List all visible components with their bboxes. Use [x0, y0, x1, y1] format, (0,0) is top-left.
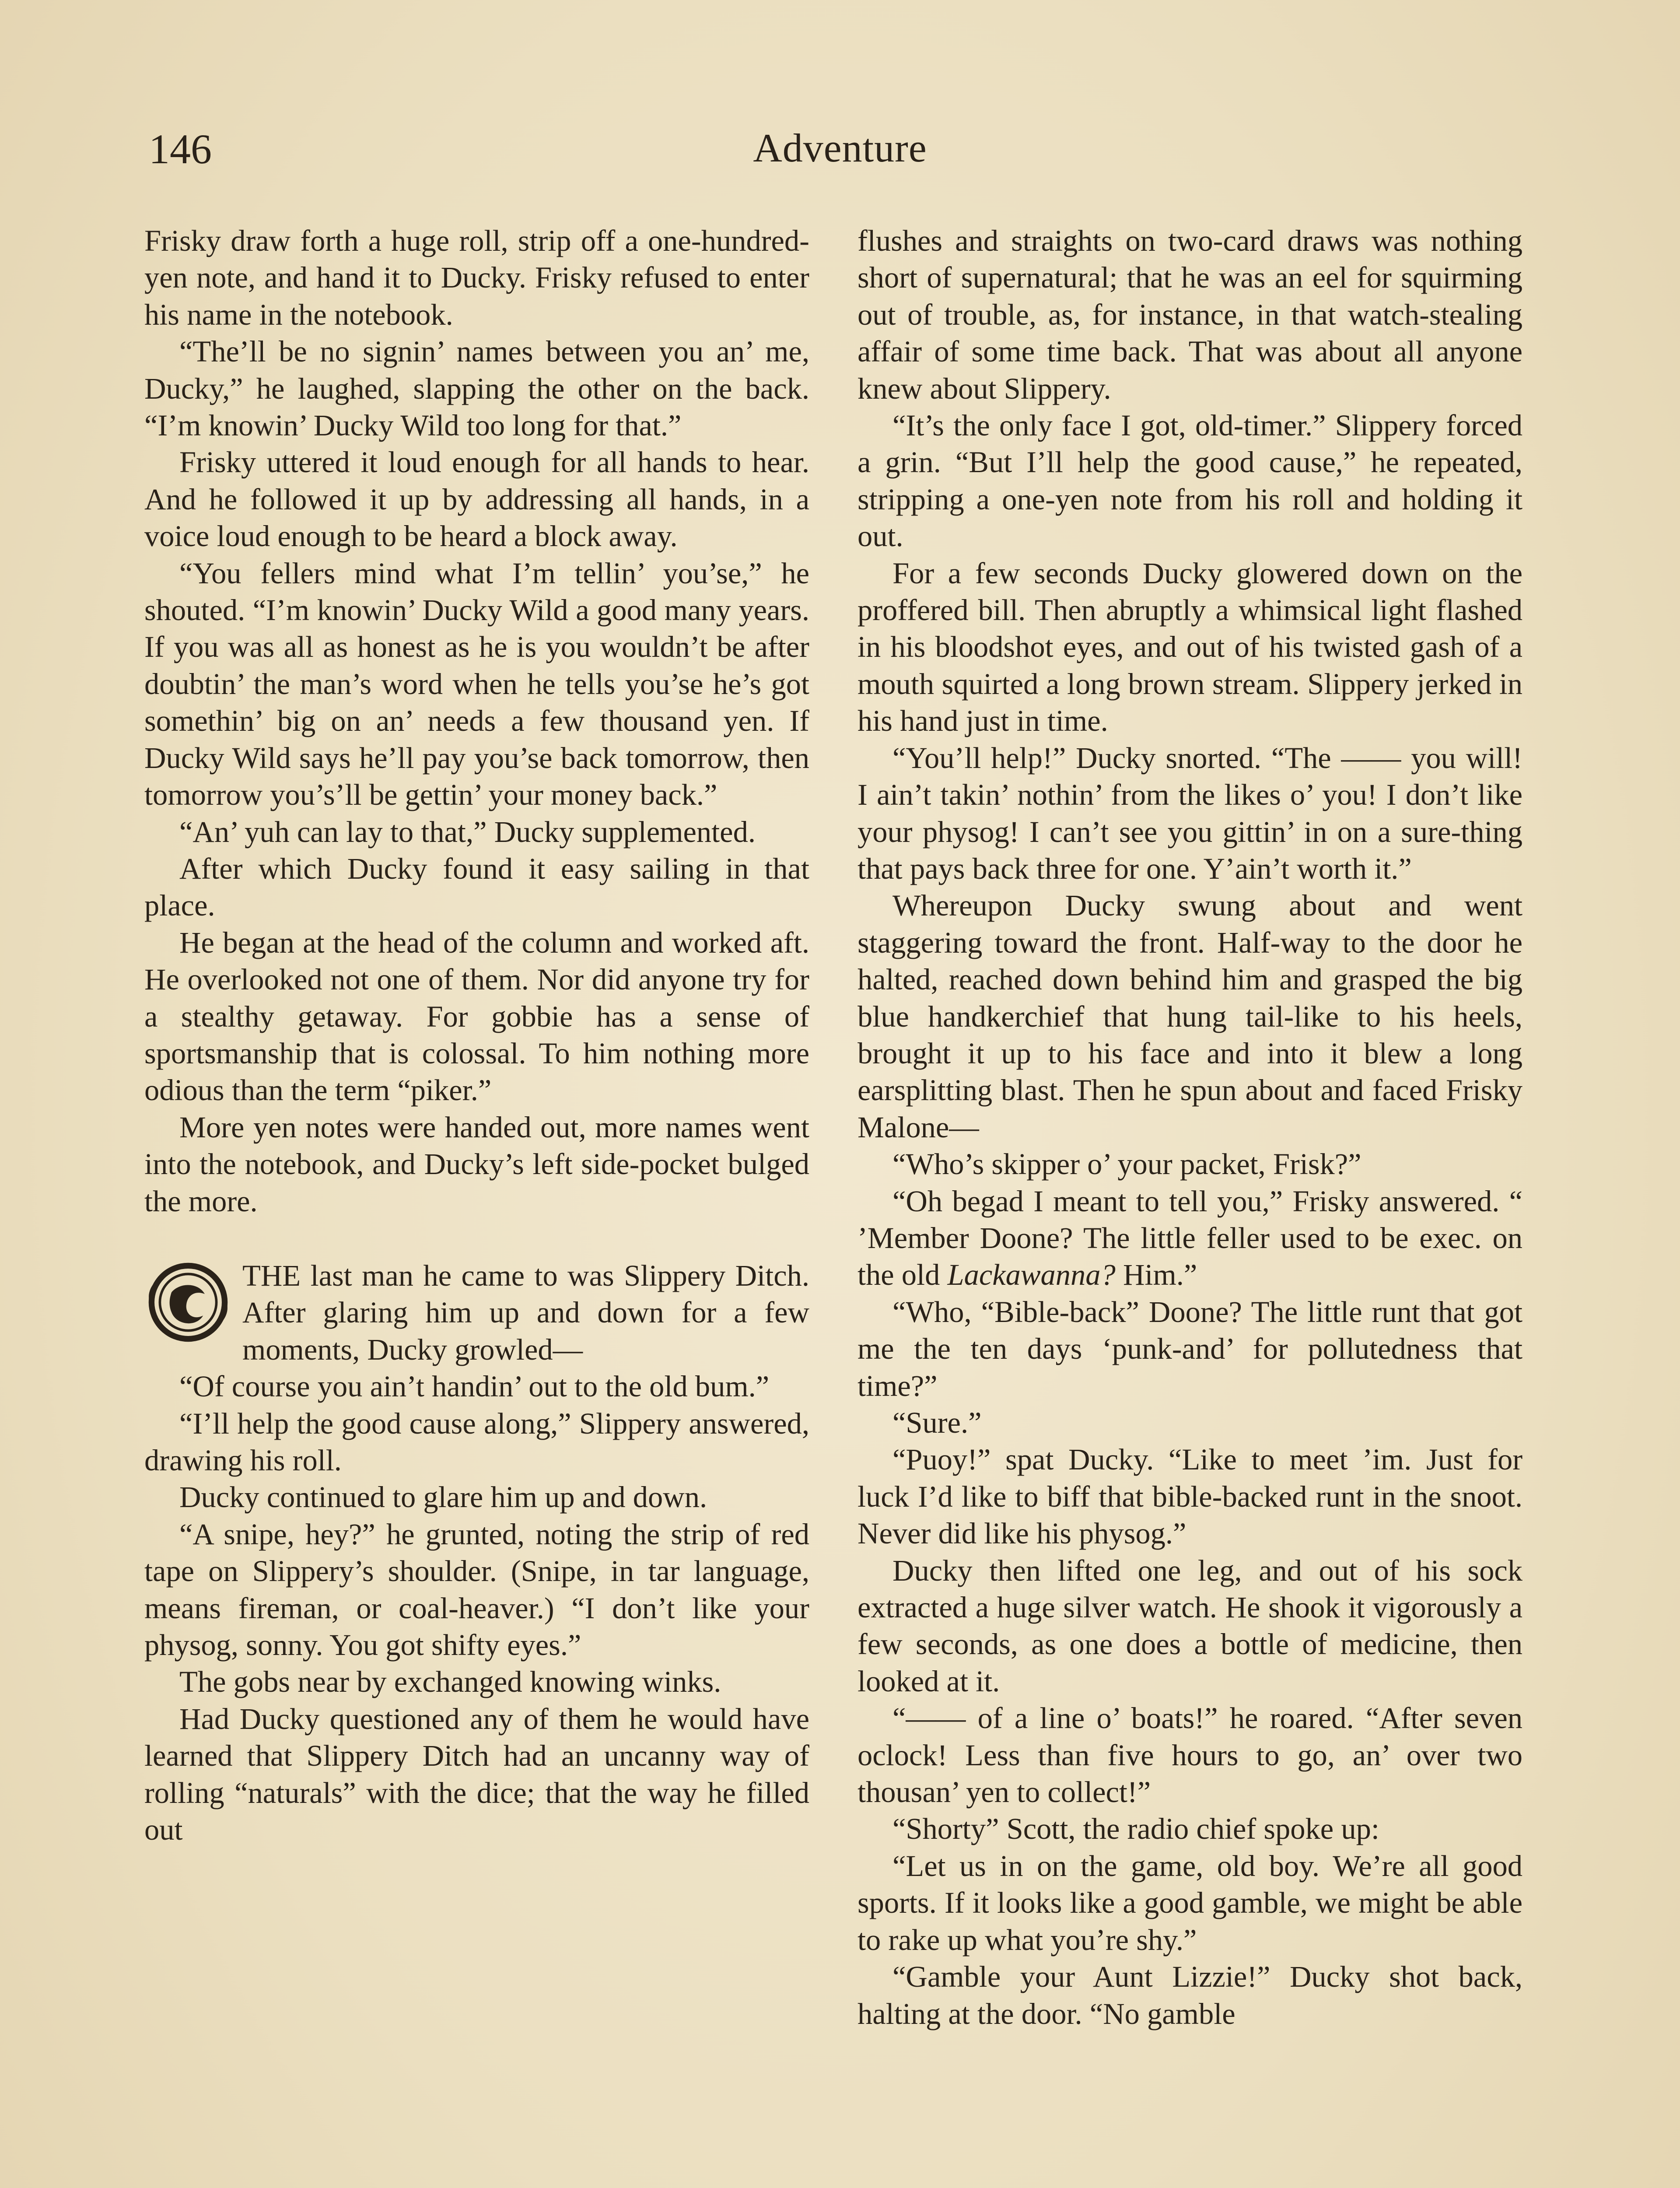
section-two-paragraphs	[144, 1368, 809, 1848]
paragraph-text: Whereupon Ducky swung about and went staggering toward the front. Half-way to the door he halted, reached down behind him and grasped the big blue handkerchief that hung tail-like to his heels, brought it up to his face and into it blew a long earsplitting blast. Then he spun about and faced Frisky Malone—	[858, 889, 1522, 1144]
paragraph-text: Frisky uttered it loud enough for all hands to hear. And he followed it up by addressing all hands, in a voice loud enough to be heard a block away.	[144, 445, 809, 553]
paragraph-text: He began at the head of the column and worked aft. He overlooked not one of them. Nor did anyone try for a stealthy getaway. For gobbie has a sense of sportsmanship that is colossal. To him nothing more odious than the term “piker.”	[144, 926, 809, 1107]
paragraph-text: “You’ll help!” Ducky snorted. “The —— you will! I ain’t takin’ nothin’ from the likes o’ you! I don’t like your physog! I can’t see you gittin’ in on a sure-thing that pays back three for one. Y’ain’t worth it.”	[858, 741, 1522, 885]
paragraph	[144, 333, 809, 444]
paragraph-text: “Let us in on the game, old boy. We’re all good sports. If it looks like a good gamble, we might be able to rake up what you’re shy.”	[858, 1849, 1522, 1957]
right-column-paragraphs	[858, 222, 1522, 2032]
paragraph-text: For a few seconds Ducky glowered down on the proffered bill. Then abruptly a whimsical light flashed in his bloodshot eyes, and out of his twisted gash of a mouth squirted a long brown stream. Slippery jerked in his hand just in time.	[858, 556, 1522, 738]
section-opening-paragraph	[144, 1257, 809, 1368]
paragraph-text: Him.”	[1115, 1258, 1197, 1292]
paragraph-text: “An’ yuh can lay to that,” Ducky supplemented.	[179, 815, 756, 849]
paragraph-text: The gobs near by exchanged knowing winks.	[179, 1665, 721, 1699]
paragraph	[144, 1368, 809, 1405]
paragraph-text: flushes and straights on two-card draws was nothing short of supernatural; that he was an eel for squirming out of trouble, as, for instance, in that watch-stealing affair of some time back. That was about all anyone knew about Slippery.	[858, 224, 1522, 405]
paragraph	[144, 924, 809, 1109]
paragraph-text: Ducky continued to glare him up and down.	[179, 1480, 707, 1514]
paragraph-text: “A snipe, hey?” he grunted, noting the strip of red tape on Slippery’s shoulder. (Snipe, in tar language, means fireman, or coal-heaver.) “I don’t like your physog, sonny. You got shifty eyes.”	[144, 1517, 809, 1662]
paragraph	[858, 1183, 1522, 1294]
paragraph	[858, 1552, 1522, 1700]
page-number: 146	[149, 126, 212, 172]
paragraph	[858, 222, 1522, 407]
paragraph	[144, 1663, 809, 1700]
paragraph	[858, 1958, 1522, 2032]
paragraph	[858, 1848, 1522, 1958]
paragraph-text: “Who’s skipper o’ your packet, Frisk?”	[892, 1147, 1362, 1181]
paragraph	[144, 555, 809, 813]
paragraph	[144, 1701, 809, 1848]
paragraph	[858, 1700, 1522, 1810]
paragraph-text: More yen notes were handed out, more names went into the notebook, and Ducky’s left side-pocket bulged the more.	[144, 1110, 809, 1218]
left-column-paragraphs	[144, 222, 809, 1220]
paragraph	[858, 407, 1522, 555]
paragraph	[144, 850, 809, 924]
ship-name: Lackawanna?	[947, 1258, 1116, 1292]
page-header	[149, 125, 1531, 195]
paragraph-text: “Sure.”	[892, 1406, 982, 1439]
paragraph-text: “Who, “Bible-back” Doone? The little runt that got me the ten days ‘punk-and’ for pollutedness that time?”	[858, 1295, 1522, 1403]
paragraph	[858, 887, 1522, 1146]
paragraph	[858, 1404, 1522, 1441]
paragraph-text: “Of course you ain’t handin’ out to the old bum.”	[179, 1370, 770, 1403]
paragraph-text: After which Ducky found it easy sailing in that place.	[144, 852, 809, 922]
paragraph	[144, 813, 809, 850]
paragraph-text: “Oh begad I meant to tell you,” Frisky answered. “ ’Member Doone? The little feller used to be exec. on the old	[858, 1184, 1522, 1292]
paragraph-text: “It’s the only face I got, old-timer.” Slippery forced a grin. “But I’ll help the good cause,” he repeated, stripping a one-yen note from his roll and holding it out.	[858, 409, 1522, 553]
paragraph	[858, 740, 1522, 887]
paragraph-text: “—— of a line o’ boats!” he roared. “After seven oclock! Less than five hours to go, an’ over two thousan’ yen to collect!”	[858, 1701, 1522, 1809]
running-title: Adventure	[753, 126, 927, 170]
paragraph	[144, 444, 809, 554]
paragraph	[144, 1516, 809, 1664]
paragraph	[858, 1146, 1522, 1182]
paragraph	[858, 555, 1522, 740]
paragraph	[858, 1810, 1522, 1847]
paragraph	[858, 1294, 1522, 1404]
paragraph	[144, 222, 809, 333]
paragraph	[144, 1109, 809, 1220]
paragraph	[858, 1441, 1522, 1552]
paragraph-text: “Shorty” Scott, the radio chief spoke up:	[892, 1812, 1379, 1846]
paragraph-text: “Puoy!” spat Ducky. “Like to meet ’im. Just for luck I’d like to biff that bible-backed runt in the snoot. Never did like his physog.”	[858, 1443, 1522, 1550]
paragraph	[144, 1479, 809, 1515]
paragraph-text: “Gamble your Aunt Lizzie!” Ducky shot back, halting at the door. “No gamble	[858, 1960, 1522, 2030]
paragraph-text: “I’ll help the good cause along,” Slippery answered, drawing his roll.	[144, 1406, 809, 1477]
paragraph-text: Ducky then lifted one leg, and out of his sock extracted a huge silver watch. He shook it vigorously a few seconds, as one does a bottle of medicine, then looked at it.	[858, 1553, 1522, 1698]
left-column	[144, 222, 809, 1848]
right-column	[858, 222, 1522, 2032]
paragraph-text: Had Ducky questioned any of them he would have learned that Slippery Ditch had an uncanny way of rolling “naturals” with the dice; that the way he filled out	[144, 1702, 809, 1847]
paragraph-text: Frisky draw forth a huge roll, strip off a one-hundred-yen note, and hand it to Ducky. Frisky refused to enter his name in the notebook.	[144, 224, 809, 331]
paragraph-text: “You fellers mind what I’m tellin’ you’se,” he shouted. “I’m knowin’ Ducky Wild a good many years. If you was all as honest as he is you wouldn’t be after doubtin’ the man’s word when he tells you’se he’s got somethin’ big on an’ needs a few thousand yen. If Ducky Wild says he’ll pay you’se back tomorrow, then tomorrow you’s’ll be gettin’ your money back.”	[144, 556, 809, 812]
section-break	[144, 1220, 809, 1257]
paragraph	[144, 1405, 809, 1479]
section-opening-text: THE last man he came to was Slippery Ditch. After glaring him up and down for a few moments, Ducky growled—	[242, 1259, 809, 1366]
ornamental-dropcap-icon	[144, 1261, 232, 1344]
paragraph-text: “The’ll be no signin’ names between you an’ me, Ducky,” he laughed, slapping the other on the back. “I’m knowin’ Ducky Wild too long for that.”	[144, 335, 809, 442]
